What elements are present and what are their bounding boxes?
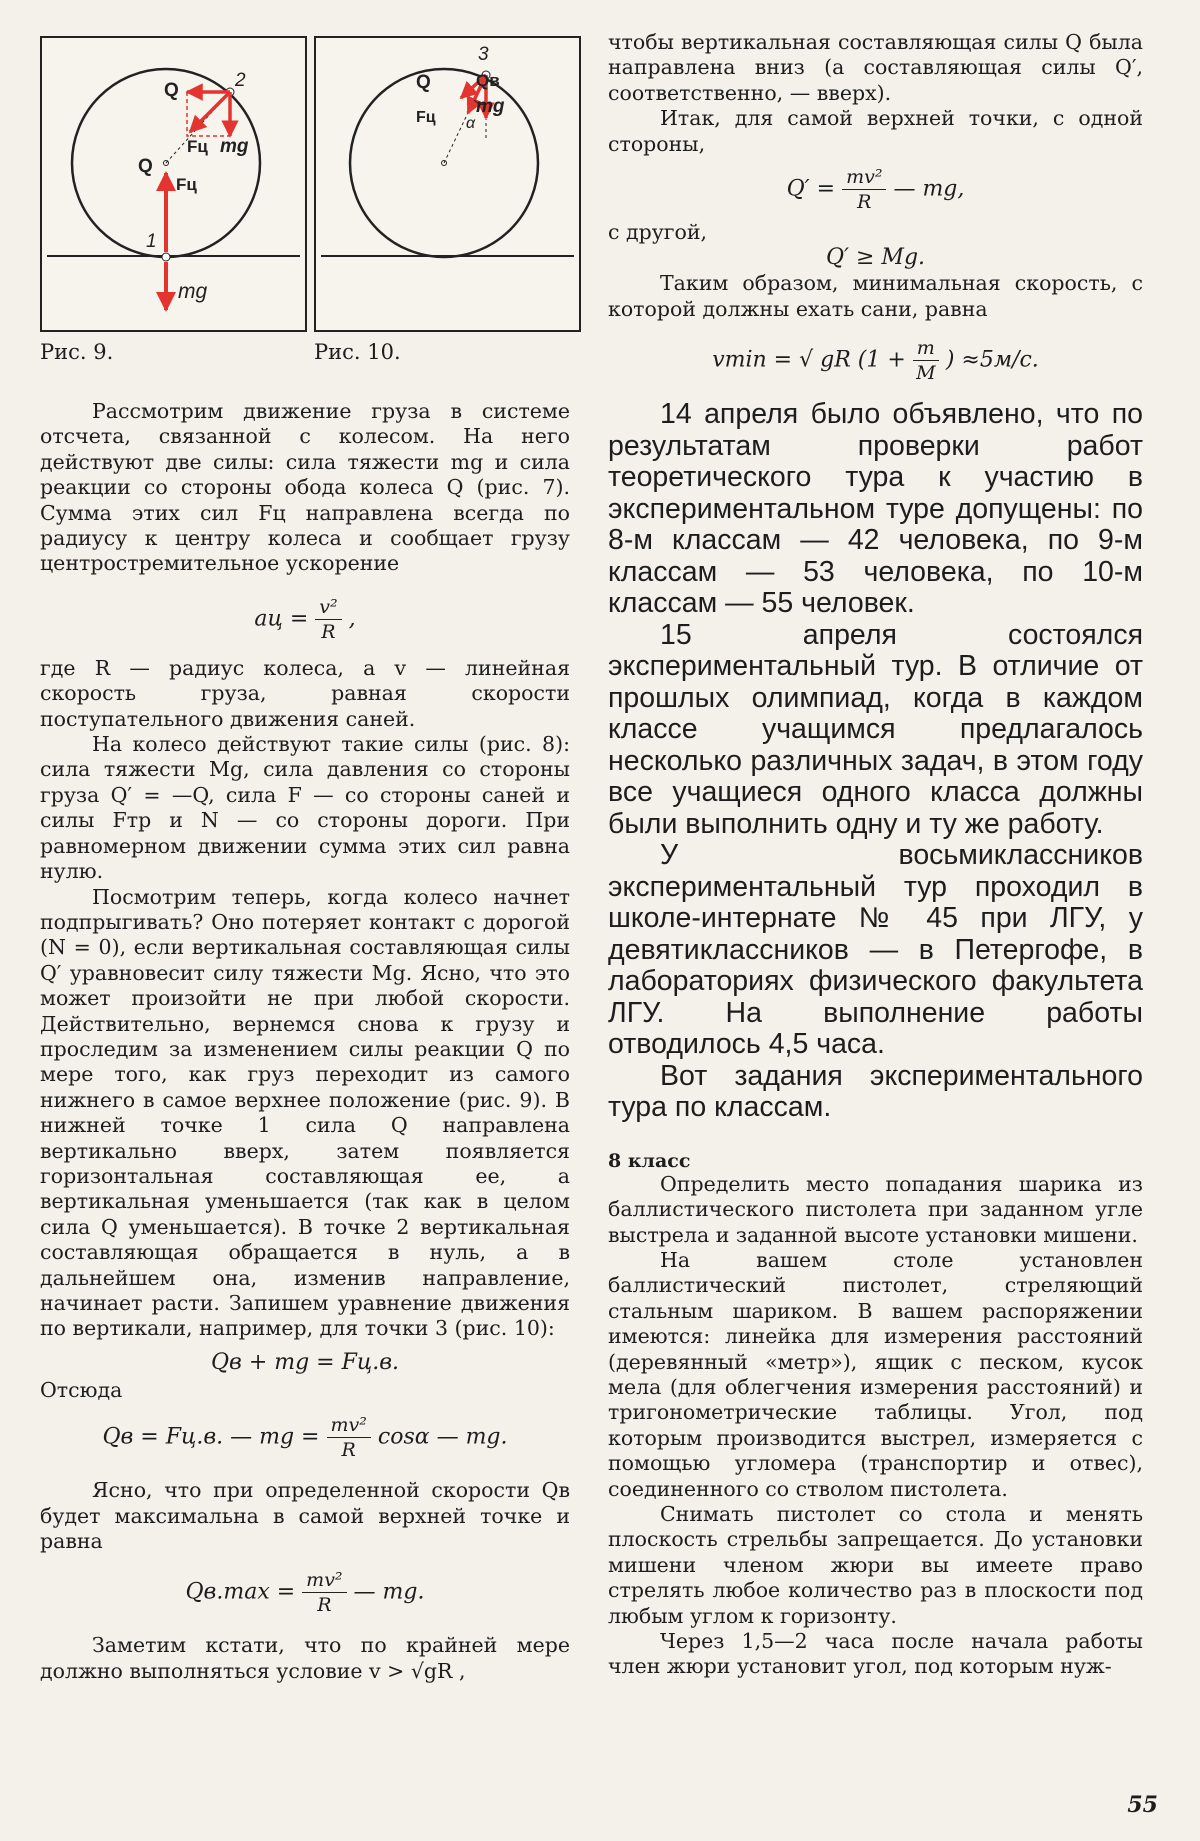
- paragraph: У восьмиклассников экспериментальный тур проходил в школе-интернате № 45 при ЛГУ, у девятиклассников — в Петергофе, в лабораториях физического факультета ЛГУ. На выполнение работы отводилось 4,5 часа.: [608, 839, 1143, 1061]
- label-alpha: α: [466, 115, 476, 132]
- equation-qv: Qв = Fц.в. — mg = $\frac{\text{mv²}}{R}$ cosα — mg.: [102, 1414, 508, 1462]
- equation-q-prime: Q′ = $\frac{\text{mv²}}{R}$ — mg,: [786, 166, 965, 214]
- equation-vertical: Qв + mg = Fц.в.: [210, 1349, 400, 1375]
- section-heading: 8 класс: [608, 1149, 691, 1172]
- figure-9-caption: Рис. 9.: [40, 340, 114, 364]
- label-mg-bottom: mg: [178, 280, 208, 303]
- label-mg: mg: [476, 96, 505, 117]
- label-point-1: 1: [146, 231, 157, 252]
- label-q-top: Q: [164, 80, 179, 101]
- paragraph: Таким образом, минимальная скорость, с которой должны ехать сани, равна: [608, 271, 1143, 321]
- label-q: Q: [416, 72, 431, 93]
- equation-acceleration: aц = $\frac{\text{v²}}{R}$ ,: [254, 595, 356, 643]
- paragraph: На колесо действуют такие силы (рис. 8): сила тяжести Mg, сила давления со стороны груза Q′ = —Q, сила F — со стороны саней и силы Fтр и N — со стороны дороги. При равномерном движении сумма этих сил равна нулю.: [40, 732, 570, 884]
- paragraph: Определить место попадания шарика из баллистического пистолета при заданном угле выстрела и заданной высоте установки мишени.: [608, 1171, 1143, 1247]
- paragraph: чтобы вертикальная составляющая силы Q была направлена вниз (а составляющая силы Q′, соответственно, — вверх).: [608, 30, 1143, 105]
- left-column: [40, 0, 570, 1684]
- page-number: 55: [1127, 1792, 1158, 1818]
- right-column: [608, 0, 1143, 1680]
- label-point-3: 3: [478, 44, 489, 65]
- paragraph: где R — радиус колеса, а v — линейная скорость груза, равная скорости поступательного движения саней.: [40, 655, 570, 731]
- paragraph: Через 1,5—2 часа после начала работы член жюри установит угол, под которым нуж-: [608, 1629, 1143, 1679]
- label-point-2: 2: [235, 70, 246, 91]
- paragraph: Вот задания экспериментального тура по классам.: [608, 1059, 1143, 1124]
- equation-inequality: Q′ ≥ Mg.: [825, 245, 926, 271]
- label-q-center: Q: [138, 156, 153, 177]
- paragraph: 14 апреля было объявлено, что по результатам проверки работ теоретического тура к участию в экспериментальном туре допущены: по 8-м классам — 42 человека, по 9-м классам — 53 человека, по 10-м классам — 55 человек.: [608, 398, 1143, 620]
- label-fc-small: Fц: [187, 137, 208, 156]
- paragraph: На вашем столе установлен баллистический пистолет, стреляющий стальным шариком. В вашем распоряжении имеются: линейка для измерения расстояний (деревянный «метр»), ящик с песком, кусок мела (для облегчения измерения расстояний) и тригонометрические таблицы. Угол, под которым производится выстрел, измеряется с помощью угломера (транспортир и отвес), соединенного со стволом пистолета.: [608, 1247, 1143, 1501]
- paragraph: Отсюда: [40, 1377, 123, 1402]
- equation-vmin: vmin = √ gR (1 + $\frac{m}{M}$ ) ≈5м/с.: [712, 337, 1039, 385]
- figure-10-caption: Рис. 10.: [314, 340, 401, 364]
- equation-qv-max: Qв.max = $\frac{\text{mv²}}{R}$ — mg.: [185, 1569, 425, 1617]
- paragraph: Ясно, что при определенной скорости Qв будет максимальна в самой верхней точке и равна: [40, 1478, 570, 1554]
- paragraph: 15 апреля состоялся экспериментальный тур. В отличие от прошлых олимпиад, когда в каждом классе учащимся предлагалось несколько различных задач, в этом году все учащиеся одного класса должны были выполнить одну и ту же работу.: [608, 618, 1143, 840]
- paragraph: Рассмотрим движение груза в системе отсчета, связанной с колесом. На него действуют две силы: сила тяжести mg и сила реакции со стороны обода колеса Q (рис. 7). Сумма этих сил Fц направлена всегда по радиусу к центру колеса и сообщает грузу центростремительное ускорение: [40, 399, 570, 576]
- paragraph: Снимать пистолет со стола и менять плоскость стрельбы запрещается. До установки мишени членом жюри вы имеете право стрелять любое количество раз в плоскости под любым углом к горизонту.: [608, 1502, 1143, 1628]
- label-fc-center: Fц: [176, 175, 197, 194]
- paragraph: с другой,: [608, 220, 708, 245]
- label-mg-right: mg: [220, 136, 249, 157]
- paragraph: Посмотрим теперь, когда колесо начнет подпрыгивать? Оно потеряет контакт с дорогой (N = 0), если вертикальная составляющая силы Q′ уравновесит силу тяжести Mg. Ясно, что это может произойти не при любой скорости. Действительно, вернемся снова к грузу и проследим за изменением силы реакции Q по мере того, как груз переходит из самого нижнего в самое верхнее положение (рис. 9). В нижней точке 1 сила Q направлена вертикально вверх, затем появляется горизонтальная составляющая ее, а вертикальная уменьшается (так как в целом сила Q уменьшается). В точке 2 вертикальная составляющая обращается в нуль, а в дальнейшем она, изменив направление, начинает расти. Запишем уравнение движения по вертикали, например, для точки 3 (рис. 10):: [40, 884, 570, 1341]
- label-fc: Fц: [416, 109, 436, 126]
- label-qv: Qв: [476, 71, 500, 90]
- paragraph: Заметим кстати, что по крайней мере должно выполняться условие v > √gR ,: [40, 1633, 570, 1683]
- paragraph: Итак, для самой верхней точки, с одной стороны,: [608, 106, 1143, 156]
